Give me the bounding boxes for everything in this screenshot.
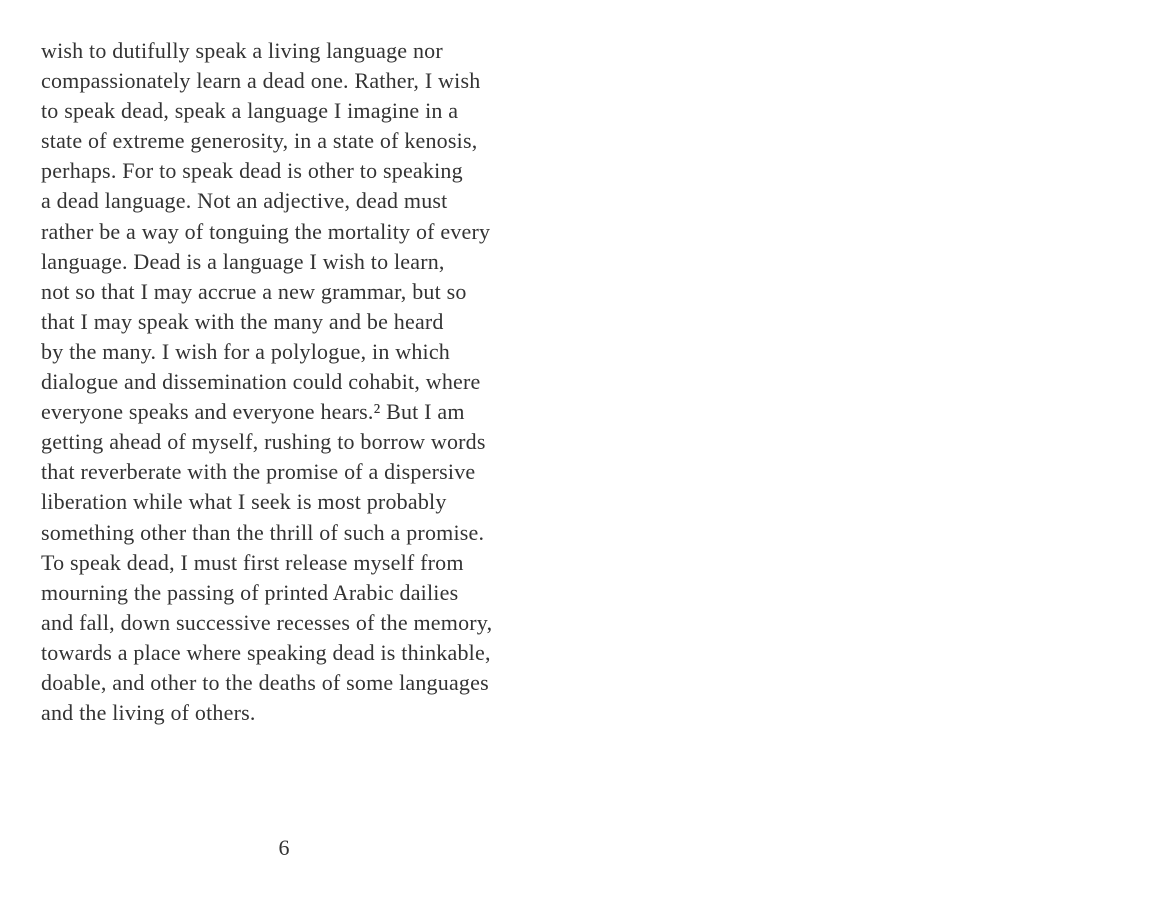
text-line: a dead language. Not an adjective, dead must — [41, 188, 448, 214]
text-line: not so that I may accrue a new grammar, but so — [41, 278, 467, 304]
text-line: and fall, down successive recesses of the memory, — [41, 609, 493, 635]
body-text — [41, 36, 541, 728]
text-line: language. Dead is a language I wish to learn, — [41, 248, 445, 274]
text-line: that I may speak with the many and be heard — [41, 308, 444, 334]
text-line: dialogue and dissemination could cohabit, where — [41, 369, 481, 395]
text-line: mourning the passing of printed Arabic dailies — [41, 579, 459, 605]
text-line: rather be a way of tonguing the mortality of every — [41, 218, 491, 244]
text-line: getting ahead of myself, rushing to borrow words — [41, 429, 486, 455]
text-line: state of extreme generosity, in a state of kenosis, — [41, 128, 478, 154]
text-line: doable, and other to the deaths of some languages — [41, 669, 489, 695]
text-line: perhaps. For to speak dead is other to speaking — [41, 158, 463, 184]
text-line: that reverberate with the promise of a dispersive — [41, 459, 476, 485]
text-line: everyone speaks and everyone hears.² But I am — [41, 399, 465, 425]
text-line: something other than the thrill of such a promise. — [41, 519, 485, 545]
text-line: wish to dutifully speak a living language nor — [41, 38, 443, 63]
text-line: by the many. I wish for a polylogue, in which — [41, 338, 450, 364]
page-number: 6 — [278, 835, 290, 860]
text-line: to speak dead, speak a language I imagine in a — [41, 98, 459, 124]
text-line: liberation while what I seek is most probably — [41, 489, 447, 515]
text-line: towards a place where speaking dead is thinkable, — [41, 639, 491, 665]
text-line: and the living of others. — [41, 700, 256, 726]
text-line: To speak dead, I must first release myself from — [41, 549, 464, 575]
text-line: compassionately learn a dead one. Rather, I wish — [41, 68, 481, 94]
